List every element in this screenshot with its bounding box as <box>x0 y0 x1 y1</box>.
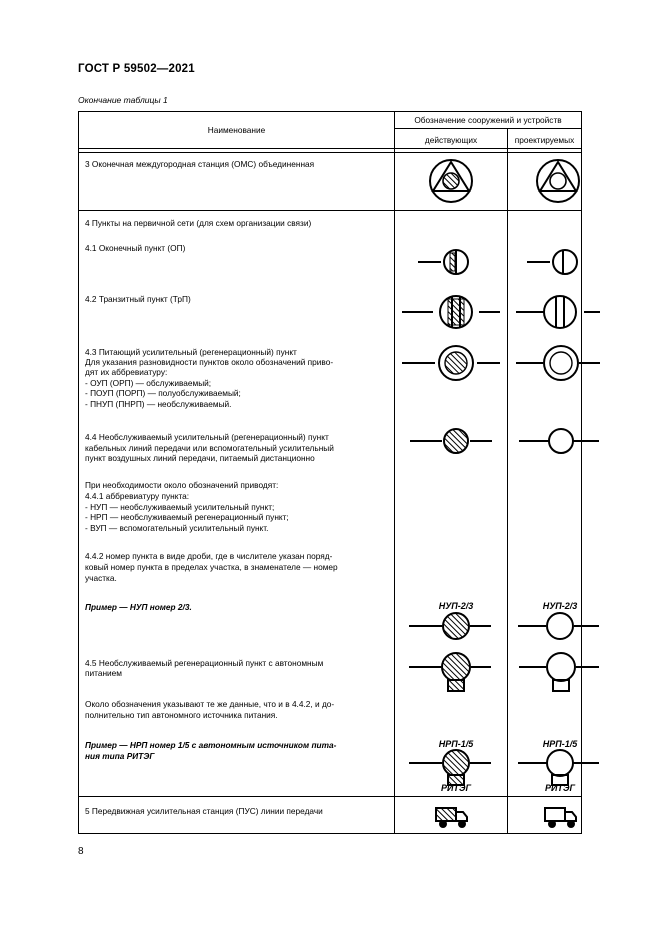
row-4-3-line: дят их аббревиатуру: <box>85 367 168 377</box>
oup-projected-symbol <box>516 346 600 380</box>
nrp-label-projected: НРП-1/5 <box>542 739 578 749</box>
row-4-4-line: 4.4 Необслуживаемый усилительный (регенерационный) пункт <box>85 432 329 442</box>
row-4-4-line: - НУП — необслуживаемый усилительный пункт; <box>85 502 275 512</box>
nrp-auto-existing-symbol <box>409 653 491 691</box>
nup-example-projected-symbol <box>518 613 599 639</box>
row-4-4-line: кабельных линий передачи или вспомогательный усилительный <box>85 443 334 453</box>
pus-projected-symbol <box>545 808 576 827</box>
row-4-5-line: питанием <box>85 668 122 678</box>
row-4-4-line: пункт воздушных линий передачи, питаемый дистанционно <box>85 453 315 463</box>
column-header-projected: проектируемых <box>514 135 575 145</box>
row-4-4-2-line: участка. <box>85 573 117 583</box>
row-5-text: 5 Передвижная усилительная станция (ПУС) линии передачи <box>85 806 323 816</box>
riteg-label-projected: РИТЭГ <box>544 783 576 793</box>
nup-existing-symbol <box>410 429 492 453</box>
row-4-1-text: 4.1 Оконечный пункт (ОП) <box>85 243 186 253</box>
oms-existing-symbol <box>430 160 472 202</box>
trp-existing-symbol <box>402 296 500 328</box>
column-header-name: Наименование <box>207 125 266 135</box>
row-4-3-line: - ПНУП (ПНРП) — необслуживаемый. <box>85 399 232 409</box>
nrp-auto-projected-symbol <box>519 653 599 691</box>
row-4-3-title: 4.3 Питающий усилительный (регенерационный) пункт <box>85 347 297 357</box>
example-nrp-text: ния типа РИТЭГ <box>85 751 155 761</box>
riteg-label-existing: РИТЭГ <box>440 783 472 793</box>
nup-example-existing-symbol <box>409 613 491 639</box>
op-projected-symbol <box>527 250 577 274</box>
nrp-example-existing-symbol <box>409 750 491 785</box>
row-3-text: 3 Оконечная междугородная станция (ОМС) объединенная <box>85 159 315 169</box>
oup-existing-symbol <box>402 346 500 380</box>
nup-label-existing: НУП-2/3 <box>438 601 474 611</box>
nup-label-projected: НУП-2/3 <box>542 601 578 611</box>
row-4-5-line: Около обозначения указывают те же данные, что и в 4.4.2, и до- <box>85 699 335 709</box>
nrp-example-projected-symbol <box>518 750 599 785</box>
standard-header: ГОСТ Р 59502—2021 <box>78 63 195 75</box>
row-4-4-line: 4.4.1 аббревиатуру пункта: <box>85 491 190 501</box>
example-nup-text: Пример — НУП номер 2/3. <box>85 602 192 612</box>
row-4-4-line: - НРП — необслуживаемый регенерационный пункт; <box>85 512 289 522</box>
column-header-designation: Обозначение сооружений и устройств <box>414 115 562 125</box>
trp-projected-symbol <box>516 296 600 328</box>
row-4-5-line: полнительно тип автономного источника питания. <box>85 710 278 720</box>
page-number: 8 <box>78 846 84 857</box>
nup-projected-symbol <box>519 429 599 453</box>
row-4-4-line: При необходимости около обозначений приводят: <box>85 480 279 490</box>
row-4-4-2-line: ковый номер пункта в пределах участка, в знаменателе — номер <box>85 562 338 572</box>
example-nrp-text: Пример — НРП номер 1/5 с автономным источником пита- <box>85 740 337 750</box>
row-4-4-line: - ВУП — вспомогательный усилительный пункт. <box>85 523 269 533</box>
row-4-2-text: 4.2 Транзитный пункт (ТрП) <box>85 294 191 304</box>
nrp-label-existing: НРП-1/5 <box>438 739 474 749</box>
op-existing-symbol <box>418 250 468 274</box>
oms-projected-symbol <box>537 160 579 202</box>
row-4-3-line: - ПОУП (ПОРП) — полуобслуживаемый; <box>85 388 241 398</box>
row-4-4-2-line: 4.4.2 номер пункта в виде дроби, где в числителе указан поряд- <box>85 551 333 561</box>
row-4-text: 4 Пункты на первичной сети (для схем организации связи) <box>85 218 312 228</box>
pus-existing-symbol <box>436 808 467 827</box>
row-4-3-line: - ОУП (ОРП) — обслуживаемый; <box>85 378 212 388</box>
column-header-existing: действующих <box>424 135 478 145</box>
row-4-3-line: Для указания разновидности пунктов около обозначений приво- <box>85 357 334 367</box>
row-4-5-line: 4.5 Необслуживаемый регенерационный пункт с автономным <box>85 658 324 668</box>
table-continuation-caption: Окончание таблицы 1 <box>78 95 168 105</box>
